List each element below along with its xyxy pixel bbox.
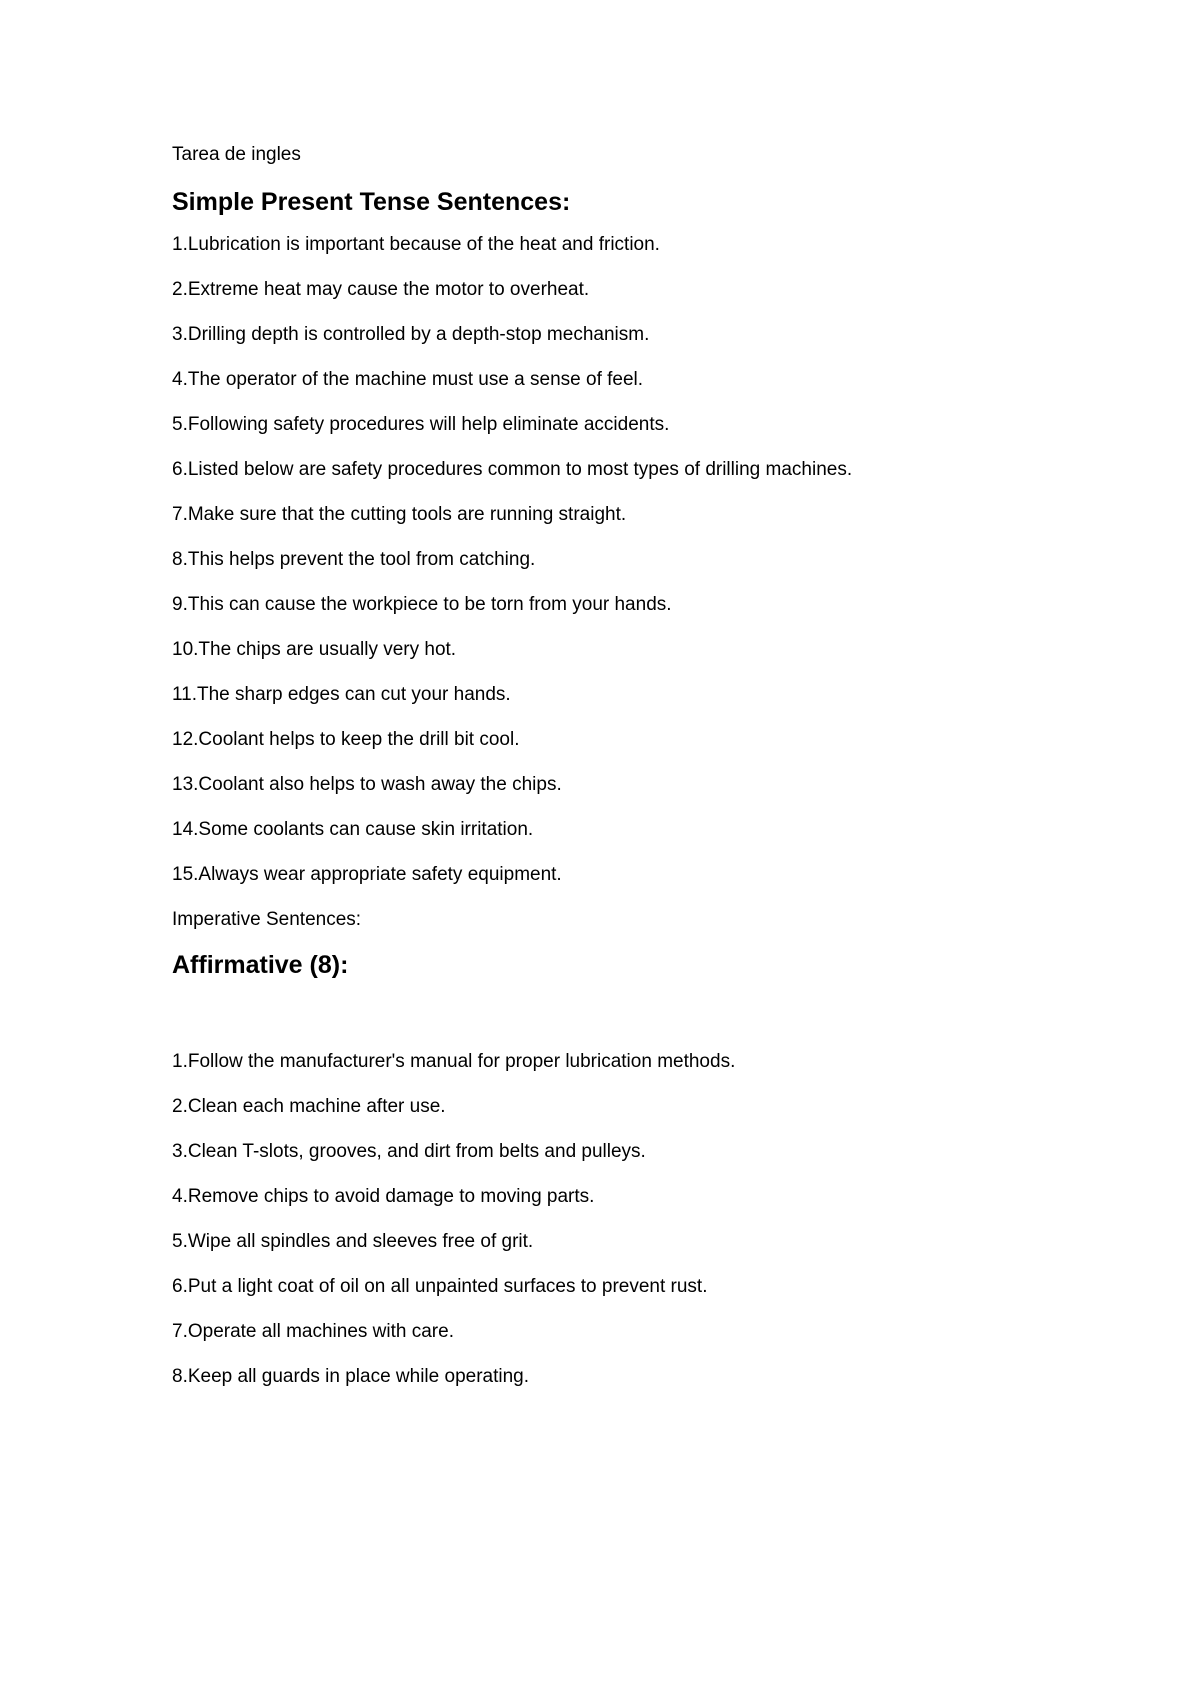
simple-present-heading: Simple Present Tense Sentences:	[172, 188, 571, 216]
sentence-item: 2.Extreme heat may cause the motor to overheat.	[172, 279, 590, 300]
imperative-item: 7.Operate all machines with care.	[172, 1321, 454, 1342]
affirmative-heading: Affirmative (8):	[172, 951, 349, 979]
sentence-item: 6.Listed below are safety procedures common to most types of drilling machines.	[172, 459, 853, 480]
document-body	[172, 143, 1072, 1410]
sentence-item: 9.This can cause the workpiece to be torn from your hands.	[172, 594, 672, 615]
imperative-item: 2.Clean each machine after use.	[172, 1096, 446, 1117]
sentence-item: 3.Drilling depth is controlled by a depth-stop mechanism.	[172, 324, 650, 345]
sentence-item: 7.Make sure that the cutting tools are running straight.	[172, 504, 627, 525]
imperative-item: 5.Wipe all spindles and sleeves free of grit.	[172, 1231, 534, 1252]
imperative-item: 1.Follow the manufacturer's manual for proper lubrication methods.	[172, 1051, 736, 1072]
imperative-item: 3.Clean T-slots, grooves, and dirt from belts and pulleys.	[172, 1141, 646, 1162]
sentence-item: 12.Coolant helps to keep the drill bit cool.	[172, 729, 520, 750]
imperative-item: 8.Keep all guards in place while operating.	[172, 1366, 530, 1387]
simple-present-list	[172, 233, 1072, 887]
imperative-item: 6.Put a light coat of oil on all unpainted surfaces to prevent rust.	[172, 1276, 708, 1297]
sentence-item: 5.Following safety procedures will help eliminate accidents.	[172, 414, 670, 435]
imperative-label: Imperative Sentences:	[172, 909, 362, 930]
sentence-item: 1.Lubrication is important because of the heat and friction.	[172, 234, 660, 255]
sentence-item: 15.Always wear appropriate safety equipment.	[172, 864, 562, 885]
imperative-item: 4.Remove chips to avoid damage to moving parts.	[172, 1186, 595, 1207]
sentence-item: 4.The operator of the machine must use a sense of feel.	[172, 369, 644, 390]
sentence-item: 14.Some coolants can cause skin irritation.	[172, 819, 534, 840]
sentence-item: 8.This helps prevent the tool from catching.	[172, 549, 536, 570]
affirmative-list	[172, 1050, 1072, 1389]
document-title: Tarea de ingles	[172, 144, 301, 165]
sentence-item: 11.The sharp edges can cut your hands.	[172, 684, 511, 705]
sentence-item: 10.The chips are usually very hot.	[172, 639, 457, 660]
sentence-item: 13.Coolant also helps to wash away the chips.	[172, 774, 562, 795]
